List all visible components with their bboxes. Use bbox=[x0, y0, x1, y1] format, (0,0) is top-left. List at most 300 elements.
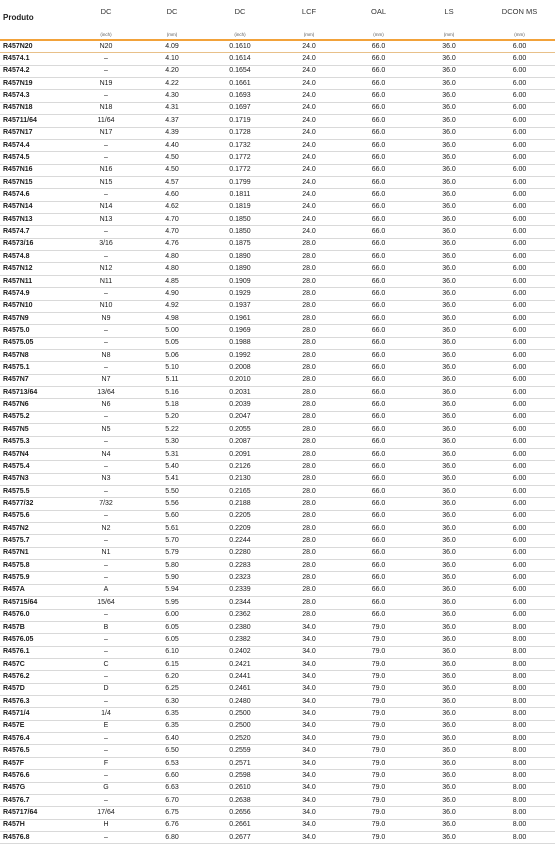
table-cell: 6.00 bbox=[484, 90, 555, 102]
table-cell: 6.05 bbox=[139, 634, 205, 646]
table-cell: 36.0 bbox=[414, 436, 484, 448]
table-cell: 66.0 bbox=[343, 139, 414, 151]
table-cell: 6.00 bbox=[484, 584, 555, 596]
table-row bbox=[0, 621, 555, 633]
table-cell: 24.0 bbox=[275, 201, 343, 213]
table-cell: 28.0 bbox=[275, 374, 343, 386]
table-cell: 6.00 bbox=[484, 40, 555, 53]
table-cell: N14 bbox=[73, 201, 139, 213]
table-cell: N16 bbox=[73, 164, 139, 176]
product-code-cell: R45713/64 bbox=[0, 387, 73, 399]
column-header-lcf: LCF bbox=[301, 7, 317, 16]
table-cell: 66.0 bbox=[343, 78, 414, 90]
product-code-cell: R457A bbox=[0, 584, 73, 596]
table-cell: 36.0 bbox=[414, 634, 484, 646]
table-cell: 66.0 bbox=[343, 374, 414, 386]
product-code-cell: R4574.7 bbox=[0, 226, 73, 238]
table-row bbox=[0, 312, 555, 324]
table-cell: 24.0 bbox=[275, 115, 343, 127]
unit-produto bbox=[0, 30, 73, 40]
table-cell: 36.0 bbox=[414, 53, 484, 65]
product-code-cell: R457N15 bbox=[0, 176, 73, 188]
table-cell: 24.0 bbox=[275, 53, 343, 65]
column-header-ls: LS bbox=[444, 7, 454, 16]
table-cell: 4.10 bbox=[139, 53, 205, 65]
table-row bbox=[0, 411, 555, 423]
table-cell: 8.00 bbox=[484, 745, 555, 757]
table-row bbox=[0, 794, 555, 806]
table-cell: 36.0 bbox=[414, 572, 484, 584]
table-cell: 36.0 bbox=[414, 362, 484, 374]
table-cell: 0.2362 bbox=[205, 609, 275, 621]
table-cell: 28.0 bbox=[275, 275, 343, 287]
table-cell: 6.00 bbox=[484, 362, 555, 374]
table-cell: 36.0 bbox=[414, 807, 484, 819]
table-cell: 4.39 bbox=[139, 127, 205, 139]
table-cell: 5.40 bbox=[139, 461, 205, 473]
table-row bbox=[0, 251, 555, 263]
table-cell: – bbox=[73, 485, 139, 497]
table-cell: 5.61 bbox=[139, 523, 205, 535]
table-cell: 6.80 bbox=[139, 832, 205, 844]
table-cell: 8.00 bbox=[484, 646, 555, 658]
table-row bbox=[0, 720, 555, 732]
product-code-cell: R457N16 bbox=[0, 164, 73, 176]
unit-ls: (mm) bbox=[414, 30, 484, 40]
table-cell: N8 bbox=[73, 349, 139, 361]
table-cell: 5.56 bbox=[139, 498, 205, 510]
table-cell: 6.63 bbox=[139, 782, 205, 794]
table-cell: 0.1961 bbox=[205, 312, 275, 324]
table-cell: 6.00 bbox=[484, 473, 555, 485]
table-cell: – bbox=[73, 510, 139, 522]
table-cell: 6.00 bbox=[484, 399, 555, 411]
table-cell: 0.1929 bbox=[205, 288, 275, 300]
table-cell: 0.2130 bbox=[205, 473, 275, 485]
table-cell: 36.0 bbox=[414, 523, 484, 535]
table-cell: 0.2087 bbox=[205, 436, 275, 448]
product-code-cell: R4574.3 bbox=[0, 90, 73, 102]
column-header-dc-mm: DC bbox=[166, 7, 178, 16]
table-row bbox=[0, 127, 555, 139]
table-cell: N3 bbox=[73, 473, 139, 485]
table-cell: 28.0 bbox=[275, 473, 343, 485]
table-cell: 36.0 bbox=[414, 584, 484, 596]
table-cell: 24.0 bbox=[275, 189, 343, 201]
table-cell: 66.0 bbox=[343, 411, 414, 423]
product-code-cell: R4575.0 bbox=[0, 325, 73, 337]
table-cell: 79.0 bbox=[343, 671, 414, 683]
table-cell: 28.0 bbox=[275, 387, 343, 399]
table-cell: 34.0 bbox=[275, 807, 343, 819]
product-code-cell: R457C bbox=[0, 658, 73, 670]
table-cell: 66.0 bbox=[343, 288, 414, 300]
table-cell: 0.2656 bbox=[205, 807, 275, 819]
product-code-cell: R45711/64 bbox=[0, 115, 73, 127]
product-code-cell: R4575.5 bbox=[0, 485, 73, 497]
table-cell: 36.0 bbox=[414, 560, 484, 572]
table-cell: 4.80 bbox=[139, 251, 205, 263]
table-cell: 36.0 bbox=[414, 411, 484, 423]
table-cell: 28.0 bbox=[275, 337, 343, 349]
table-cell: 28.0 bbox=[275, 288, 343, 300]
product-code-cell: R4574.5 bbox=[0, 152, 73, 164]
table-row bbox=[0, 325, 555, 337]
table-cell: 28.0 bbox=[275, 263, 343, 275]
product-code-cell: R4576.1 bbox=[0, 646, 73, 658]
table-row bbox=[0, 819, 555, 831]
table-cell: 79.0 bbox=[343, 770, 414, 782]
table-cell: 28.0 bbox=[275, 325, 343, 337]
table-cell: 36.0 bbox=[414, 733, 484, 745]
table-cell: – bbox=[73, 226, 139, 238]
table-cell: 28.0 bbox=[275, 597, 343, 609]
table-cell: 6.00 bbox=[484, 226, 555, 238]
table-cell: 6.00 bbox=[484, 424, 555, 436]
table-cell: 36.0 bbox=[414, 312, 484, 324]
table-row bbox=[0, 597, 555, 609]
product-code-cell: R4573/16 bbox=[0, 238, 73, 250]
table-cell: 36.0 bbox=[414, 349, 484, 361]
table-cell: 79.0 bbox=[343, 745, 414, 757]
table-cell: 0.1697 bbox=[205, 102, 275, 114]
table-cell: 36.0 bbox=[414, 832, 484, 844]
table-cell: H bbox=[73, 819, 139, 831]
table-cell: 36.0 bbox=[414, 461, 484, 473]
product-code-cell: R457N4 bbox=[0, 448, 73, 460]
table-cell: 36.0 bbox=[414, 288, 484, 300]
table-row bbox=[0, 362, 555, 374]
table-cell: 8.00 bbox=[484, 807, 555, 819]
table-cell: 66.0 bbox=[343, 251, 414, 263]
table-cell: – bbox=[73, 794, 139, 806]
product-code-cell: R4576.0 bbox=[0, 609, 73, 621]
table-cell: E bbox=[73, 720, 139, 732]
table-cell: 6.00 bbox=[484, 498, 555, 510]
table-cell: 34.0 bbox=[275, 794, 343, 806]
table-cell: 6.00 bbox=[484, 461, 555, 473]
table-cell: 36.0 bbox=[414, 473, 484, 485]
table-cell: 0.2661 bbox=[205, 819, 275, 831]
table-cell: – bbox=[73, 90, 139, 102]
table-cell: 6.00 bbox=[484, 139, 555, 151]
table-cell: 0.1988 bbox=[205, 337, 275, 349]
product-code-cell: R4574.1 bbox=[0, 53, 73, 65]
table-cell: 6.35 bbox=[139, 720, 205, 732]
table-cell: – bbox=[73, 745, 139, 757]
table-cell: – bbox=[73, 65, 139, 77]
table-cell: 24.0 bbox=[275, 65, 343, 77]
table-cell: 66.0 bbox=[343, 609, 414, 621]
table-cell: 0.2055 bbox=[205, 424, 275, 436]
table-cell: 4.85 bbox=[139, 275, 205, 287]
table-cell: 36.0 bbox=[414, 547, 484, 559]
table-cell: 79.0 bbox=[343, 658, 414, 670]
table-cell: 36.0 bbox=[414, 782, 484, 794]
table-row bbox=[0, 90, 555, 102]
table-cell: – bbox=[73, 609, 139, 621]
table-cell: 0.2677 bbox=[205, 832, 275, 844]
table-cell: 8.00 bbox=[484, 770, 555, 782]
table-body bbox=[0, 40, 555, 844]
table-cell: 28.0 bbox=[275, 312, 343, 324]
table-cell: 34.0 bbox=[275, 819, 343, 831]
product-code-cell: R4574.9 bbox=[0, 288, 73, 300]
table-cell: – bbox=[73, 53, 139, 65]
table-cell: 4.57 bbox=[139, 176, 205, 188]
table-cell: 36.0 bbox=[414, 251, 484, 263]
table-cell: 5.94 bbox=[139, 584, 205, 596]
table-row bbox=[0, 387, 555, 399]
table-row bbox=[0, 226, 555, 238]
unit-dc-mm: (mm) bbox=[139, 30, 205, 40]
table-cell: N10 bbox=[73, 300, 139, 312]
table-cell: 0.1819 bbox=[205, 201, 275, 213]
table-cell: 0.1890 bbox=[205, 263, 275, 275]
table-cell: – bbox=[73, 152, 139, 164]
unit-row bbox=[0, 30, 555, 40]
table-cell: – bbox=[73, 671, 139, 683]
table-cell: 34.0 bbox=[275, 634, 343, 646]
table-cell: 0.1654 bbox=[205, 65, 275, 77]
product-code-cell: R457N1 bbox=[0, 547, 73, 559]
table-cell: 24.0 bbox=[275, 214, 343, 226]
product-code-cell: R4574.8 bbox=[0, 251, 73, 263]
table-cell: 28.0 bbox=[275, 424, 343, 436]
table-cell: 36.0 bbox=[414, 201, 484, 213]
table-cell: B bbox=[73, 621, 139, 633]
table-cell: 66.0 bbox=[343, 275, 414, 287]
table-row bbox=[0, 770, 555, 782]
table-cell: 5.95 bbox=[139, 597, 205, 609]
table-cell: – bbox=[73, 325, 139, 337]
table-row bbox=[0, 152, 555, 164]
table-cell: 66.0 bbox=[343, 152, 414, 164]
table-cell: 79.0 bbox=[343, 646, 414, 658]
product-code-cell: R4574.2 bbox=[0, 65, 73, 77]
table-row bbox=[0, 473, 555, 485]
table-cell: 4.76 bbox=[139, 238, 205, 250]
table-cell: 0.2209 bbox=[205, 523, 275, 535]
table-cell: 5.20 bbox=[139, 411, 205, 423]
table-row bbox=[0, 745, 555, 757]
product-code-cell: R457E bbox=[0, 720, 73, 732]
table-cell: 28.0 bbox=[275, 436, 343, 448]
table-cell: 66.0 bbox=[343, 337, 414, 349]
table-cell: 28.0 bbox=[275, 349, 343, 361]
table-cell: 66.0 bbox=[343, 214, 414, 226]
table-cell: 28.0 bbox=[275, 609, 343, 621]
table-cell: 66.0 bbox=[343, 461, 414, 473]
table-cell: 5.31 bbox=[139, 448, 205, 460]
table-cell: 6.70 bbox=[139, 794, 205, 806]
table-cell: 66.0 bbox=[343, 189, 414, 201]
table-cell: 6.10 bbox=[139, 646, 205, 658]
table-cell: N4 bbox=[73, 448, 139, 460]
table-cell: 4.60 bbox=[139, 189, 205, 201]
table-cell: 6.00 bbox=[484, 78, 555, 90]
table-cell: 66.0 bbox=[343, 436, 414, 448]
table-cell: 4.37 bbox=[139, 115, 205, 127]
table-cell: 8.00 bbox=[484, 658, 555, 670]
table-cell: 6.75 bbox=[139, 807, 205, 819]
table-cell: 0.1969 bbox=[205, 325, 275, 337]
table-cell: 24.0 bbox=[275, 90, 343, 102]
table-row bbox=[0, 646, 555, 658]
table-cell: 6.00 bbox=[484, 152, 555, 164]
table-row bbox=[0, 40, 555, 53]
table-cell: 6.00 bbox=[484, 189, 555, 201]
table-cell: 0.2610 bbox=[205, 782, 275, 794]
table-cell: 6.00 bbox=[484, 510, 555, 522]
table-cell: 28.0 bbox=[275, 572, 343, 584]
table-cell: 79.0 bbox=[343, 782, 414, 794]
table-cell: 34.0 bbox=[275, 720, 343, 732]
table-cell: 24.0 bbox=[275, 78, 343, 90]
table-cell: 36.0 bbox=[414, 115, 484, 127]
table-row bbox=[0, 572, 555, 584]
product-code-cell: R457N20 bbox=[0, 40, 73, 53]
table-cell: 0.1811 bbox=[205, 189, 275, 201]
table-cell: 0.1772 bbox=[205, 152, 275, 164]
table-cell: 8.00 bbox=[484, 794, 555, 806]
table-cell: 36.0 bbox=[414, 139, 484, 151]
table-cell: 66.0 bbox=[343, 312, 414, 324]
table-cell: 6.00 bbox=[484, 300, 555, 312]
table-cell: 28.0 bbox=[275, 251, 343, 263]
table-cell: 36.0 bbox=[414, 40, 484, 53]
table-cell: 6.00 bbox=[484, 560, 555, 572]
table-cell: 0.2520 bbox=[205, 733, 275, 745]
table-cell: N1 bbox=[73, 547, 139, 559]
table-cell: 0.2031 bbox=[205, 387, 275, 399]
table-cell: 4.70 bbox=[139, 214, 205, 226]
table-cell: 5.10 bbox=[139, 362, 205, 374]
product-code-cell: R457N7 bbox=[0, 374, 73, 386]
table-cell: 28.0 bbox=[275, 461, 343, 473]
table-cell: 36.0 bbox=[414, 90, 484, 102]
table-cell: 5.60 bbox=[139, 510, 205, 522]
table-row bbox=[0, 115, 555, 127]
table-cell: 66.0 bbox=[343, 535, 414, 547]
table-cell: 4.98 bbox=[139, 312, 205, 324]
table-cell: – bbox=[73, 436, 139, 448]
table-cell: – bbox=[73, 572, 139, 584]
table-row bbox=[0, 300, 555, 312]
table-cell: 5.80 bbox=[139, 560, 205, 572]
table-cell: 6.00 bbox=[484, 609, 555, 621]
table-cell: 36.0 bbox=[414, 819, 484, 831]
table-row bbox=[0, 782, 555, 794]
table-cell: 5.00 bbox=[139, 325, 205, 337]
table-row bbox=[0, 78, 555, 90]
table-row bbox=[0, 658, 555, 670]
table-row bbox=[0, 275, 555, 287]
table-cell: 4.62 bbox=[139, 201, 205, 213]
product-code-cell: R457N2 bbox=[0, 523, 73, 535]
table-cell: D bbox=[73, 683, 139, 695]
table-cell: 5.18 bbox=[139, 399, 205, 411]
table-cell: 36.0 bbox=[414, 300, 484, 312]
product-code-cell: R457B bbox=[0, 621, 73, 633]
table-cell: – bbox=[73, 461, 139, 473]
table-cell: 36.0 bbox=[414, 609, 484, 621]
table-cell: 0.2188 bbox=[205, 498, 275, 510]
table-row bbox=[0, 523, 555, 535]
table-cell: 0.2559 bbox=[205, 745, 275, 757]
table-cell: G bbox=[73, 782, 139, 794]
table-cell: 6.00 bbox=[484, 263, 555, 275]
product-code-cell: R457H bbox=[0, 819, 73, 831]
table-cell: 66.0 bbox=[343, 510, 414, 522]
table-cell: 66.0 bbox=[343, 523, 414, 535]
table-cell: 66.0 bbox=[343, 325, 414, 337]
table-cell: 66.0 bbox=[343, 362, 414, 374]
table-cell: 36.0 bbox=[414, 152, 484, 164]
table-cell: – bbox=[73, 362, 139, 374]
table-cell: 6.00 bbox=[484, 127, 555, 139]
table-cell: 1/4 bbox=[73, 708, 139, 720]
table-cell: 6.40 bbox=[139, 733, 205, 745]
table-row bbox=[0, 164, 555, 176]
table-cell: – bbox=[73, 251, 139, 263]
product-code-cell: R457N9 bbox=[0, 312, 73, 324]
table-cell: 6.00 bbox=[484, 448, 555, 460]
table-cell: 79.0 bbox=[343, 708, 414, 720]
table-cell: 34.0 bbox=[275, 621, 343, 633]
table-cell: N12 bbox=[73, 263, 139, 275]
table-cell: 6.00 bbox=[484, 535, 555, 547]
product-code-cell: R45717/64 bbox=[0, 807, 73, 819]
table-cell: 36.0 bbox=[414, 387, 484, 399]
table-cell: 36.0 bbox=[414, 720, 484, 732]
table-cell: 0.2205 bbox=[205, 510, 275, 522]
table-cell: 8.00 bbox=[484, 819, 555, 831]
table-cell: 15/64 bbox=[73, 597, 139, 609]
product-code-cell: R4574.6 bbox=[0, 189, 73, 201]
table-cell: 34.0 bbox=[275, 757, 343, 769]
table-cell: 4.40 bbox=[139, 139, 205, 151]
table-cell: 36.0 bbox=[414, 399, 484, 411]
table-cell: 0.1850 bbox=[205, 226, 275, 238]
product-code-cell: R45715/64 bbox=[0, 597, 73, 609]
table-row bbox=[0, 424, 555, 436]
table-cell: 79.0 bbox=[343, 794, 414, 806]
product-code-cell: R4576.6 bbox=[0, 770, 73, 782]
table-cell: – bbox=[73, 337, 139, 349]
table-row bbox=[0, 807, 555, 819]
product-code-cell: R457N5 bbox=[0, 424, 73, 436]
product-code-cell: R457N14 bbox=[0, 201, 73, 213]
table-cell: 79.0 bbox=[343, 733, 414, 745]
table-row bbox=[0, 436, 555, 448]
table-cell: 0.2500 bbox=[205, 720, 275, 732]
product-code-cell: R4575.9 bbox=[0, 572, 73, 584]
table-cell: – bbox=[73, 560, 139, 572]
column-header-row bbox=[0, 0, 555, 30]
product-code-cell: R457N13 bbox=[0, 214, 73, 226]
table-cell: 66.0 bbox=[343, 164, 414, 176]
table-row bbox=[0, 510, 555, 522]
table-row bbox=[0, 337, 555, 349]
table-row bbox=[0, 560, 555, 572]
table-cell: 6.00 bbox=[484, 251, 555, 263]
table-cell: 36.0 bbox=[414, 671, 484, 683]
table-cell: 36.0 bbox=[414, 238, 484, 250]
table-cell: 6.00 bbox=[484, 436, 555, 448]
table-cell: 5.16 bbox=[139, 387, 205, 399]
table-cell: 66.0 bbox=[343, 238, 414, 250]
